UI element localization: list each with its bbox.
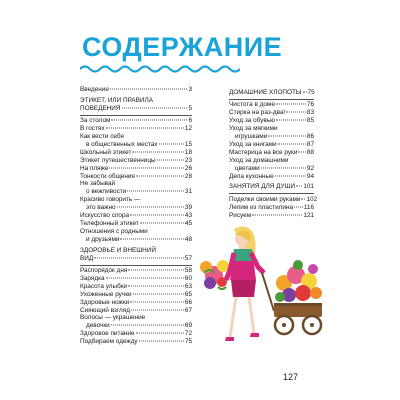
toc-entry-row	[80, 188, 192, 196]
leader-dots	[128, 270, 184, 271]
toc-entry	[80, 117, 192, 125]
toc-entry	[80, 180, 192, 196]
toc-entry-title: Лепим из пластилина	[229, 203, 294, 211]
toc-entry-title: цветами	[235, 164, 260, 172]
toc-entry-title-line: ЗДОРОВЬЕ И ВНЕШНИЙ	[80, 246, 156, 254]
toc-entry-title: Уход за обувью	[229, 117, 275, 125]
toc-entry-row	[229, 133, 314, 141]
toc-section-heading	[229, 183, 314, 195]
toc-entry-row	[80, 338, 192, 346]
toc-page-number: 72	[184, 330, 192, 338]
toc-entry-row	[80, 220, 192, 228]
leader-dots	[120, 238, 183, 239]
toc-page-number: 58	[184, 267, 192, 275]
toc-page-number: 45	[184, 220, 192, 227]
toc-entry-row	[80, 141, 192, 149]
toc-entry	[80, 149, 192, 157]
leader-dots	[109, 167, 183, 168]
toc-entry-title: Уход за книгами	[229, 140, 277, 148]
leader-dots	[111, 325, 184, 326]
toc-entry	[229, 149, 314, 157]
toc-entry-title-line: Волосы — украшение	[80, 314, 146, 322]
toc-entry	[80, 220, 192, 228]
toc-entry-row	[80, 149, 192, 157]
toc-entry-row	[80, 299, 192, 307]
toc-entry-row	[229, 117, 314, 125]
page-number: 127	[283, 372, 299, 382]
toc-page-number: 86	[306, 133, 314, 141]
leader-dots	[122, 107, 188, 108]
toc-entry	[80, 299, 192, 307]
toc-entry-title: Рисуем	[229, 211, 252, 219]
leader-dots	[157, 159, 184, 160]
leader-dots	[106, 128, 184, 129]
toc-entry-row	[80, 212, 192, 220]
toc-page-number: 39	[184, 204, 192, 212]
leader-dots	[128, 285, 184, 286]
toc-page-number: 76	[306, 101, 314, 109]
toc-entry	[229, 125, 314, 141]
toc-entry	[80, 275, 192, 283]
toc-entry-row	[229, 165, 314, 173]
toc-entry-title: о вежливости	[86, 188, 127, 196]
girl-with-flower-cart-illustration	[196, 225, 326, 365]
toc-section-heading	[80, 97, 192, 117]
leader-dots	[278, 143, 306, 144]
toc-page-number: 48	[184, 235, 192, 243]
toc-entry-title: Здоровое питание	[80, 330, 135, 338]
toc-page-number: 63	[184, 282, 192, 290]
toc-page-number: 85	[306, 117, 314, 125]
leader-dots	[301, 198, 305, 199]
toc-entry-title: ЗАНЯТИЯ ДЛЯ ДУШИ	[229, 183, 296, 191]
toc-page-number: 23	[184, 156, 192, 164]
toc-column-left	[80, 86, 192, 346]
toc-entry-row	[80, 86, 192, 94]
girl-figure	[225, 226, 264, 341]
toc-entry	[80, 165, 192, 173]
toc-entry-title: игрушками	[235, 133, 268, 141]
toc-page-number: 66	[184, 298, 192, 306]
toc-entry	[229, 101, 314, 109]
toc-entry-row	[229, 212, 314, 220]
toc-entry	[229, 141, 314, 149]
leader-dots	[140, 223, 184, 224]
toc-page-number: 75	[184, 338, 192, 346]
toc-entry-row	[80, 105, 192, 113]
leader-dots	[286, 112, 306, 113]
toc-entry-title-line: Уход за мягкими	[229, 125, 278, 133]
toc-entry	[80, 338, 192, 346]
leader-dots	[131, 309, 184, 310]
toc-page-number: 88	[306, 148, 314, 156]
toc-page-number: 116	[303, 203, 314, 211]
toc-page-number: 26	[184, 164, 192, 172]
toc-page-number: 60	[184, 274, 192, 282]
toc-entry-title: Чистота в доме	[229, 101, 275, 109]
toc-entry-title: На пляже	[80, 164, 109, 172]
leader-dots	[261, 167, 306, 168]
toc-page-number: 65	[184, 290, 192, 298]
page-title: СОДЕРЖАНИЕ	[82, 32, 283, 62]
leader-dots	[117, 207, 184, 208]
toc-entry-title: Красота улыбки	[80, 282, 128, 290]
toc-entry-title: Дела кухонные	[229, 172, 274, 180]
toc-entry-row	[80, 204, 192, 212]
toc-entry	[229, 212, 314, 220]
toc-page-number: 6	[188, 117, 192, 125]
toc-entry-title-line: Отношения с родными	[80, 227, 148, 235]
toc-entry	[80, 212, 192, 220]
toc-entry	[80, 228, 192, 244]
leader-dots	[252, 214, 302, 215]
leader-dots	[111, 120, 187, 121]
toc-page-number: 5	[188, 104, 192, 112]
toc-page-number: 28	[184, 172, 192, 180]
toc-entry-title-line: Уход за домашними	[229, 156, 289, 164]
toc-entry	[229, 195, 318, 204]
toc-page-number: 31	[184, 188, 192, 196]
toc-entry-row	[229, 89, 314, 97]
toc-entry-title-line: Как вести себя	[80, 133, 124, 141]
toc-entry-title: Сияющий взгляд	[80, 306, 130, 314]
toc-page-number: 43	[184, 212, 192, 220]
toc-page-number: 3	[188, 86, 192, 93]
leader-dots	[130, 215, 184, 216]
toc-entry-title: девочки	[86, 322, 110, 330]
toc-entry	[80, 291, 192, 299]
toc-page-number: 69	[184, 322, 192, 330]
toc-entry-title: и друзьями	[86, 235, 120, 243]
toc-entry-row	[80, 322, 192, 330]
leader-dots	[130, 301, 184, 302]
toc-entry	[229, 173, 314, 181]
leader-dots	[110, 89, 188, 90]
toc-entry	[80, 125, 192, 133]
toc-entry	[80, 267, 192, 275]
toc-column-right	[229, 86, 318, 220]
flower-bouquet-left	[200, 260, 229, 289]
toc-entry-row	[229, 101, 314, 109]
toc-page-number: 57	[184, 254, 192, 262]
leader-dots	[159, 143, 184, 144]
leader-dots	[296, 186, 302, 187]
toc-entry-title: Искусство спора	[80, 212, 130, 220]
toc-entry-row	[80, 275, 192, 283]
toc-entry-title: ПОВЕДЕНИЯ	[80, 104, 121, 112]
toc-entry-title: это важно	[86, 204, 116, 212]
toc-entry-title: Мастерица на все руки	[229, 148, 298, 156]
toc-entry-title: Этикет путешественницы	[80, 156, 156, 164]
toc-entry-row	[80, 157, 192, 165]
toc-entry	[80, 314, 192, 330]
toc-section-heading	[80, 247, 192, 267]
toc-page-number: 75	[307, 89, 315, 96]
toc-entry-row	[229, 149, 314, 157]
toc-page-number: 121	[303, 211, 314, 219]
toc-entry-title: Стирка на раз-два!	[229, 109, 286, 117]
toc-page-number: 92	[306, 164, 314, 172]
toc-entry-row	[229, 195, 318, 204]
toc-entry-row	[80, 307, 192, 315]
toc-entry	[229, 117, 314, 125]
toc-entry	[80, 86, 192, 94]
toc-entry-title: ВИД	[80, 254, 94, 262]
toc-entry-title-line: Красиво говорить —	[80, 196, 141, 204]
leader-dots	[298, 151, 305, 152]
toc-entry-row	[80, 236, 192, 244]
leader-dots	[268, 136, 306, 137]
toc-entry-row	[80, 125, 192, 133]
toc-entry-row	[80, 330, 192, 338]
toc-entry	[80, 196, 192, 212]
leader-dots	[139, 341, 184, 342]
toc-page-number: 101	[303, 183, 314, 191]
toc-page-number: 15	[184, 140, 192, 148]
toc-entry	[229, 204, 314, 212]
toc-entry-title: Поделки своими руками	[229, 195, 301, 203]
leader-dots	[127, 191, 184, 192]
leader-dots	[106, 277, 184, 278]
toc-page-number: 83	[306, 109, 314, 117]
toc-page-number: 67	[184, 306, 192, 314]
toc-entry-row	[229, 183, 314, 191]
toc-entry-row	[80, 291, 192, 299]
toc-entry-title-line: Не забывай	[80, 180, 116, 188]
toc-page-number: 12	[184, 125, 192, 133]
toc-entry-row	[80, 165, 192, 173]
toc-entry-title: Подбираем одежду	[80, 338, 138, 346]
leader-dots	[276, 120, 306, 121]
toc-page-number: 94	[306, 172, 314, 180]
leader-dots	[136, 175, 184, 176]
toc-entry-row	[80, 283, 192, 291]
toc-entry-row	[229, 141, 314, 149]
toc-entry-row	[229, 173, 314, 181]
toc-page-number: 18	[184, 148, 192, 156]
leader-dots	[276, 104, 306, 105]
toc-entry-row	[80, 255, 192, 263]
toc-entry-row	[80, 267, 192, 275]
leader-dots	[133, 293, 184, 294]
toc-entry-title: Школьный этикет	[80, 148, 132, 156]
toc-section-heading	[229, 89, 314, 101]
leader-dots	[94, 257, 184, 258]
toc-entry-title-line: ЭТИКЕТ, ИЛИ ПРАВИЛА	[80, 96, 153, 104]
toc-entry-title: Введение	[80, 86, 109, 93]
toc-entry-title: Телефонный этикет	[80, 220, 139, 227]
toc-page-number: 87	[306, 140, 314, 148]
toc-entry-row	[80, 117, 192, 125]
toc-entry-title: Зарядка	[80, 274, 105, 282]
toc-entry-title: Ухоженные ручки	[80, 290, 132, 298]
toc-entry	[80, 157, 192, 165]
toc-entry	[80, 133, 192, 149]
toc-entry-title: В гостях	[80, 125, 105, 133]
flower-cart	[274, 260, 322, 334]
toc-entry-title: Тонкости общения	[80, 172, 135, 180]
toc-entry-row	[229, 204, 314, 212]
toc-entry	[229, 157, 314, 173]
toc-entry-title: в общественных местах	[86, 140, 158, 148]
toc-entry-title: Здоровые ножки	[80, 298, 130, 306]
leader-dots	[303, 92, 307, 93]
wave-divider	[80, 64, 240, 74]
toc-entry-title: За столом	[80, 117, 111, 125]
leader-dots	[275, 175, 306, 176]
leader-dots	[294, 206, 303, 207]
toc-entry	[80, 330, 192, 338]
toc-entry	[80, 283, 192, 291]
leader-dots	[136, 333, 184, 334]
toc-entry-title: Распорядок дня	[80, 267, 128, 275]
toc-entry	[80, 307, 192, 315]
toc-page-number: 102	[306, 195, 318, 203]
leader-dots	[132, 151, 183, 152]
toc-entry-title: ДОМАШНИЕ ХЛОПОТЫ	[229, 89, 302, 96]
